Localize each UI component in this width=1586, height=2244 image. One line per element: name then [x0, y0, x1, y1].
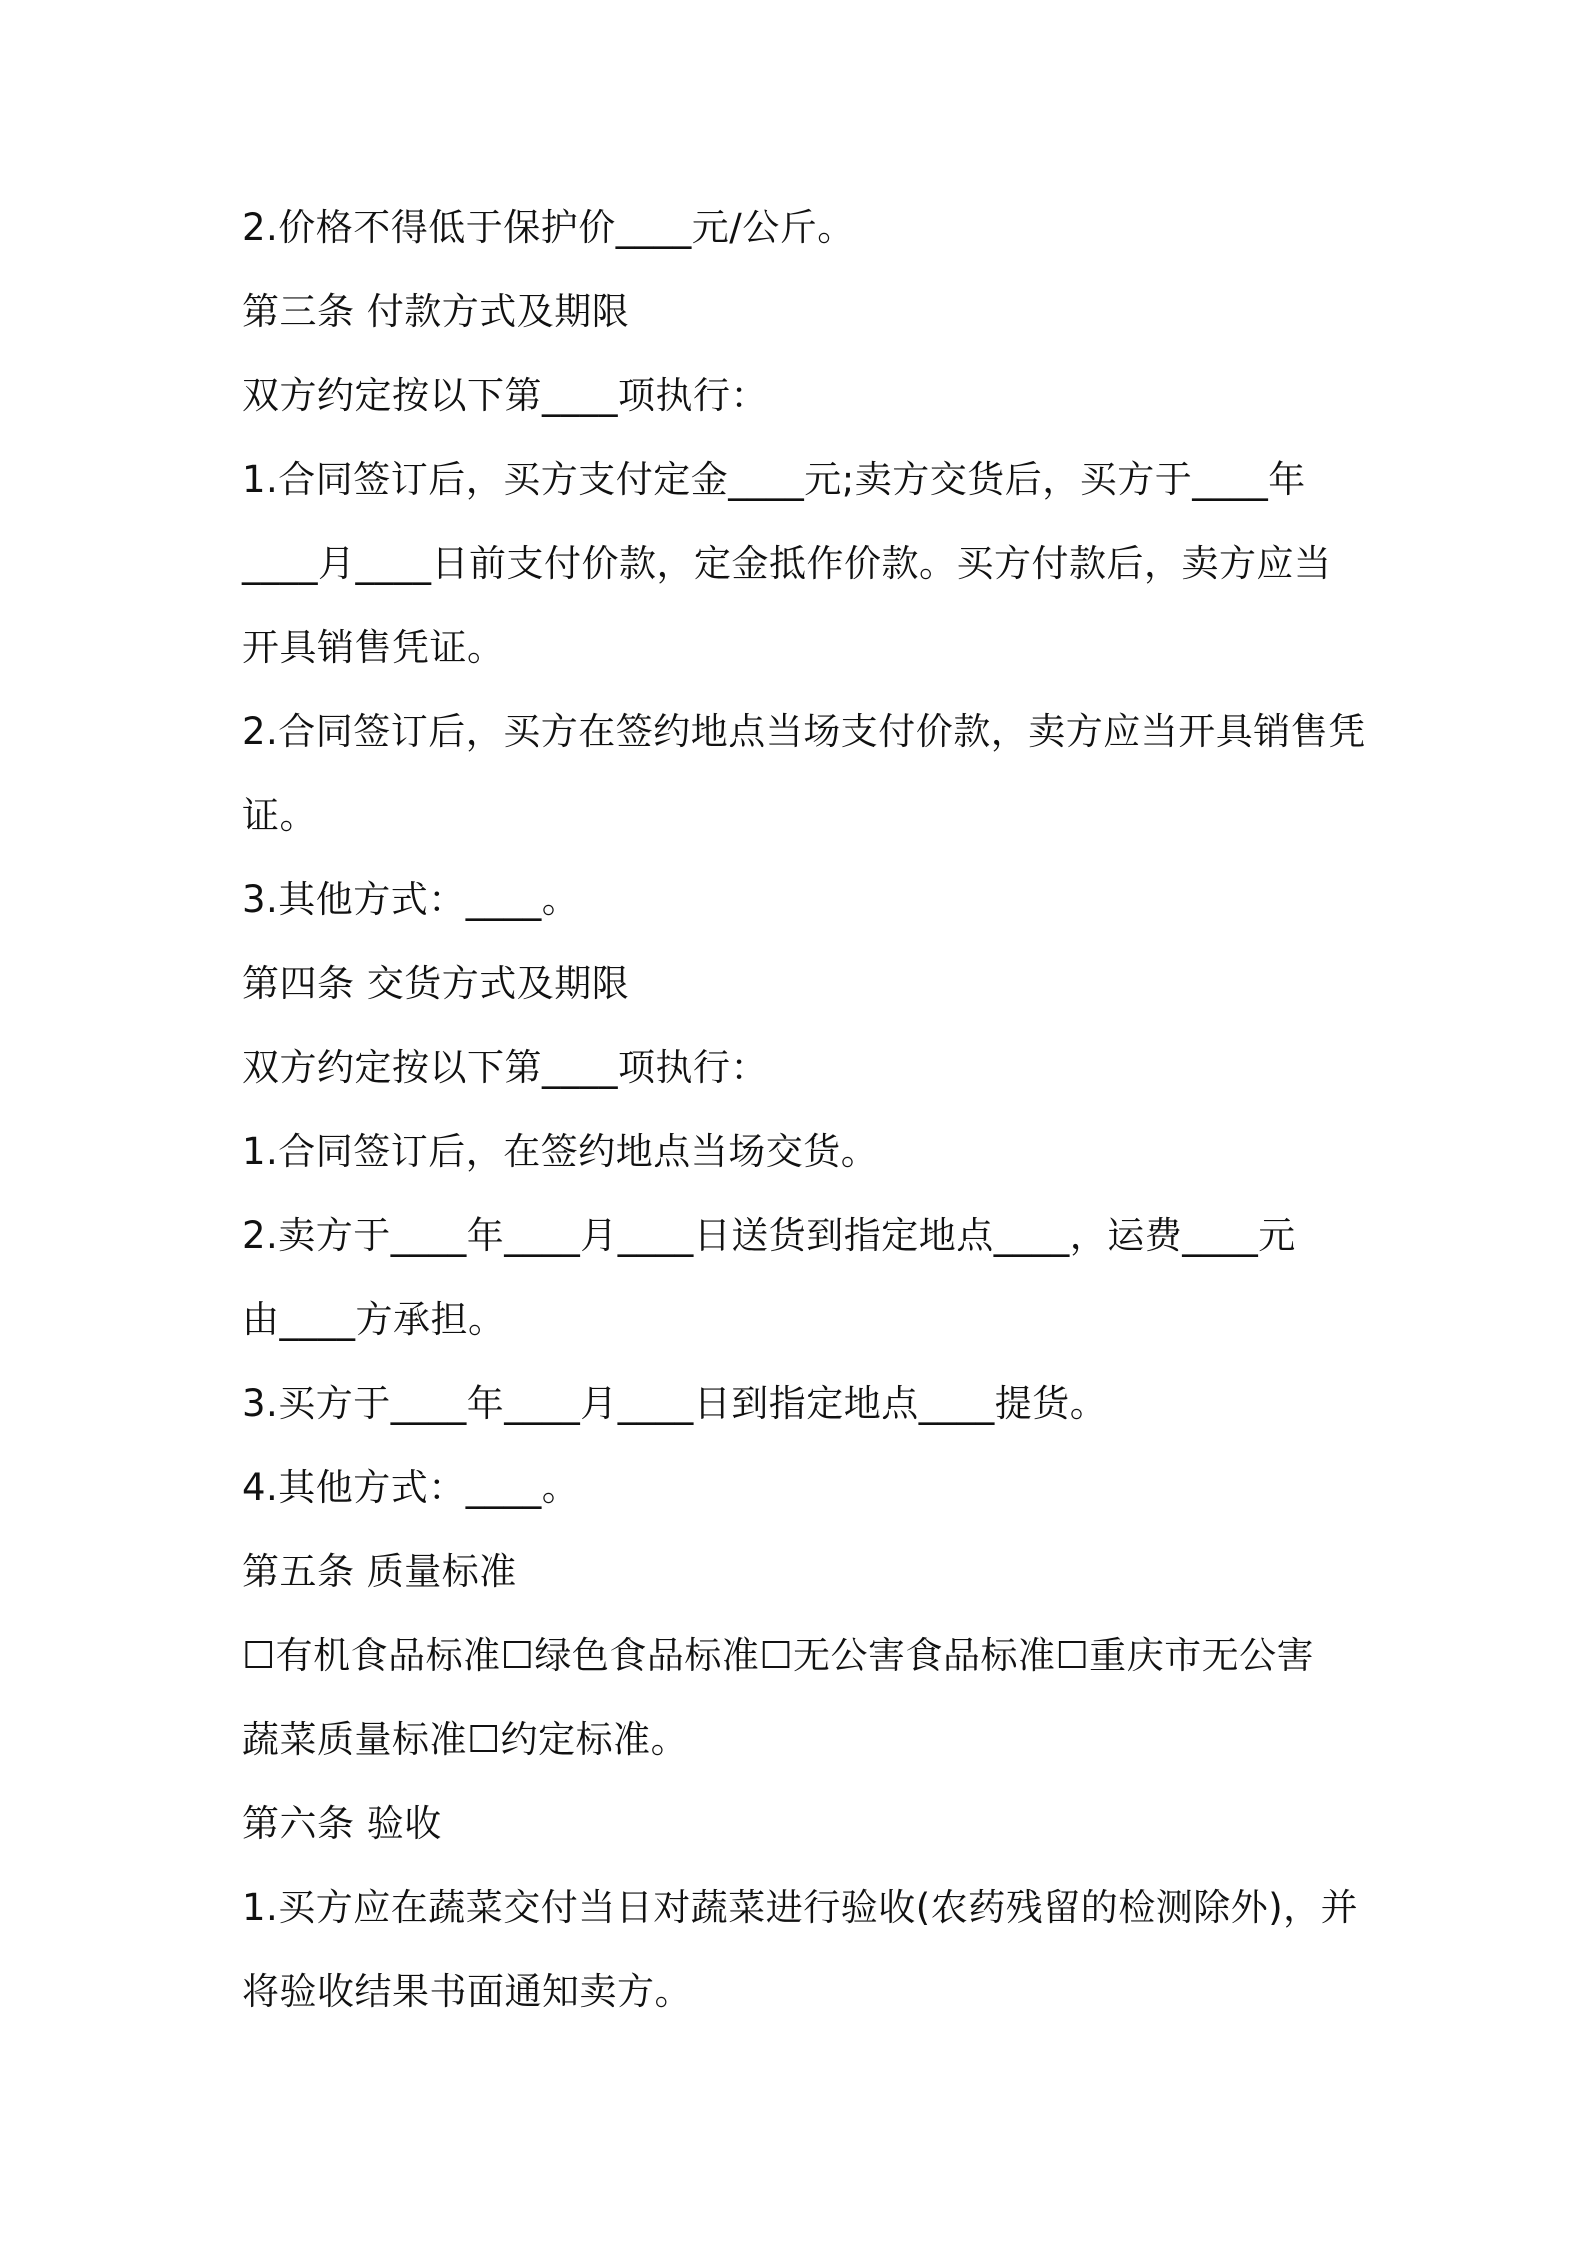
article-4-heading: 第四条 交货方式及期限	[242, 962, 630, 1005]
delivery-option-2-line-1: 2.卖方于____年____月____日送货到指定地点____，运费____元	[242, 1214, 1296, 1257]
payment-option-1-line-3: 开具销售凭证。	[242, 626, 505, 669]
payment-option-2-line-1: 2.合同签订后，买方在签约地点当场支付价款，卖方应当开具销售凭	[242, 710, 1366, 753]
payment-option-1-line-2: ____月____日前支付价款，定金抵作价款。买方付款后，卖方应当	[242, 542, 1332, 585]
payment-option-2-line-2: 证。	[242, 794, 317, 837]
inspection-clause-line-1: 1.买方应在蔬菜交付当日对蔬菜进行验收(农药残留的检测除外)，并	[242, 1886, 1359, 1929]
price-floor-clause: 2.价格不得低于保护价____元/公斤。	[242, 206, 855, 249]
delivery-option-2-line-2: 由____方承担。	[242, 1298, 506, 1341]
quality-standards-line-1: ☐有机食品标准☐绿色食品标准☐无公害食品标准☐重庆市无公害	[242, 1634, 1315, 1677]
payment-option-selector: 双方约定按以下第____项执行：	[242, 374, 768, 417]
payment-option-1-line-1: 1.合同签订后，买方支付定金____元;卖方交货后，买方于____年	[242, 458, 1306, 501]
article-3-heading: 第三条 付款方式及期限	[242, 290, 630, 333]
inspection-clause-line-2: 将验收结果书面通知卖方。	[242, 1970, 692, 2013]
delivery-option-1: 1.合同签订后，在签约地点当场交货。	[242, 1130, 879, 1173]
delivery-option-3: 3.买方于____年____月____日到指定地点____提货。	[242, 1382, 1108, 1425]
article-6-heading: 第六条 验收	[242, 1802, 442, 1845]
delivery-option-4: 4.其他方式：____。	[242, 1466, 580, 1509]
delivery-option-selector: 双方约定按以下第____项执行：	[242, 1046, 768, 1089]
article-5-heading: 第五条 质量标准	[242, 1550, 517, 1593]
payment-option-3: 3.其他方式：____。	[242, 878, 580, 921]
quality-standards-line-2: 蔬菜质量标准☐约定标准。	[242, 1718, 689, 1761]
